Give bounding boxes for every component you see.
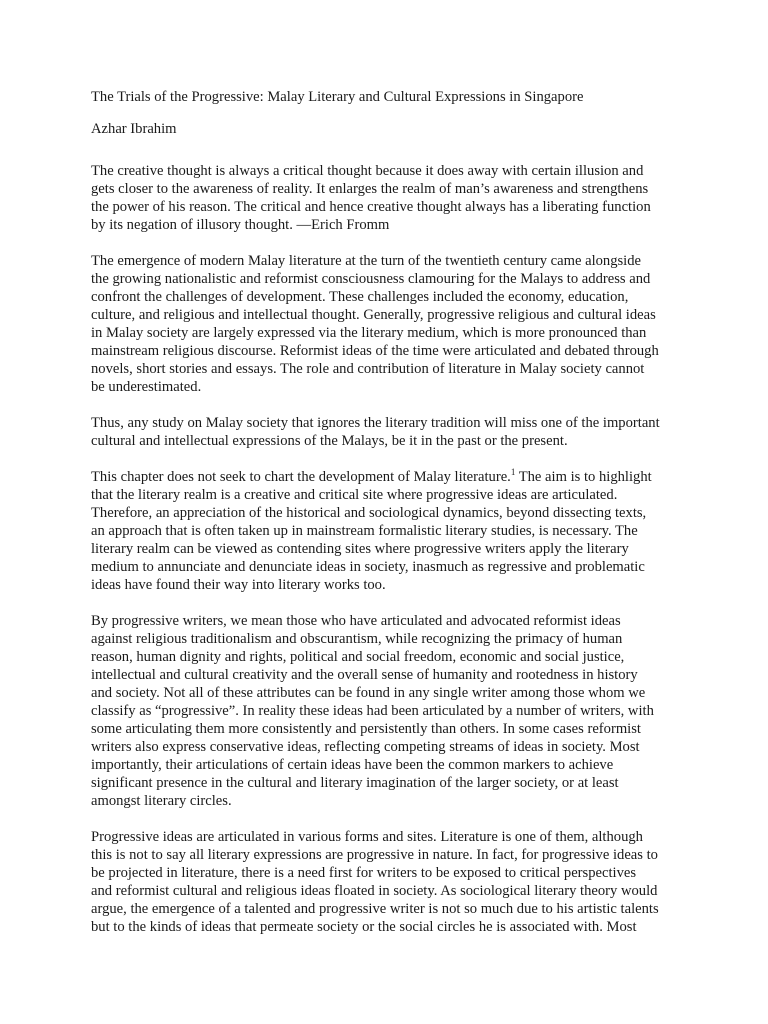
text-line: importantly, their articulations of certain ideas have been the common markers to achieve [91,757,614,773]
text-line: argue, the emergence of a talented and progressive writer is not so much due to his artistic talents [91,901,659,917]
footnote-marker[interactable]: 1 [510,467,516,477]
text-line: and society. Not all of these attributes can be found in any single writer among those whom we [91,685,646,701]
text-line: Therefore, an appreciation of the historical and sociological dynamics, beyond dissecting texts, [91,505,647,521]
text-line: culture, and religious and intellectual thought. Generally, progressive religious and cultural ideas [91,307,656,323]
text-line: and reformist cultural and religious ideas floated in society. As sociological literary theory would [91,883,658,899]
text-line: The creative thought is always a critical thought because it does away with certain illusion and [91,163,644,179]
text-line: reason, human dignity and rights, political and social freedom, economic and social justice, [91,649,625,665]
text-line: cultural and intellectual expressions of the Malays, be it in the past or the present. [91,433,568,449]
text-line: significant presence in the cultural and literary imagination of the larger society, or at least [91,775,619,791]
text-line: but to the kinds of ideas that permeate society or the social circles he is associated with. Most [91,919,637,935]
text-line: medium to annunciate and denunciate ideas in society, inasmuch as regressive and problematic [91,559,645,575]
text-line: the growing nationalistic and reformist consciousness clamouring for the Malays to address and [91,271,651,287]
text-line: be projected in literature, there is a need first for writers to be exposed to critical perspectives [91,865,637,881]
text-line: literary realm can be viewed as contending sites where progressive writers apply the literary [91,541,629,557]
body-paragraph-2 [91,414,691,450]
text-line: some articulating them more consistently and persistently than others. In some cases reformist [91,721,641,737]
text-line [91,468,691,486]
text-line: gets closer to the awareness of reality. It enlarges the realm of man’s awareness and strengthens [91,181,649,197]
text-fragment: This chapter does not seek to chart the development of Malay literature. [91,469,511,485]
text-line: against religious traditionalism and obscurantism, while recognizing the primacy of human [91,631,623,647]
text-line: confront the challenges of development. These challenges included the economy, education, [91,289,629,305]
author-name: Azhar Ibrahim [91,121,177,137]
text-fragment: The aim is to highlight [515,469,652,485]
document-title: The Trials of the Progressive: Malay Literary and Cultural Expressions in Singapore [91,89,584,105]
text-line: mainstream religious discourse. Reformist ideas of the time were articulated and debated through [91,343,659,359]
text-line: classify as “progressive”. In reality these ideas had been articulated by a number of writers, with [91,703,654,719]
text-line: intellectual and cultural creativity and the overall sense of humanity and rootedness in history [91,667,638,683]
text-line: be underestimated. [91,379,202,395]
text-line: amongst literary circles. [91,793,232,809]
text-line: in Malay society are largely expressed via the literary medium, which is more pronounced than [91,325,647,341]
text-line: Progressive ideas are articulated in various forms and sites. Literature is one of them, although [91,829,643,845]
text-line: by its negation of illusory thought. —Erich Fromm [91,217,390,233]
text-line: this is not to say all literary expressions are progressive in nature. In fact, for progressive ideas to [91,847,658,863]
document-page [91,88,691,954]
text-line: the power of his reason. The critical and hence creative thought always has a liberating function [91,199,651,215]
text-line: The emergence of modern Malay literature at the turn of the twentieth century came alongside [91,253,642,269]
text-line: novels, short stories and essays. The role and contribution of literature in Malay society cannot [91,361,645,377]
body-paragraph-5 [91,828,691,936]
body-paragraph-4 [91,612,691,810]
text-line: Thus, any study on Malay society that ignores the literary tradition will miss one of the important [91,415,660,431]
body-paragraph-1 [91,252,691,396]
text-line: writers also express conservative ideas, reflecting competing streams of ideas in society. Most [91,739,640,755]
text-line: that the literary realm is a creative and critical site where progressive ideas are articulated. [91,487,618,503]
text-line: an approach that is often taken up in mainstream formalistic literary studies, is necessary. The [91,523,638,539]
text-line: By progressive writers, we mean those who have articulated and advocated reformist ideas [91,613,621,629]
body-paragraph-3 [91,468,691,594]
epigraph-paragraph [91,162,691,234]
text-line: ideas have found their way into literary works too. [91,577,386,593]
